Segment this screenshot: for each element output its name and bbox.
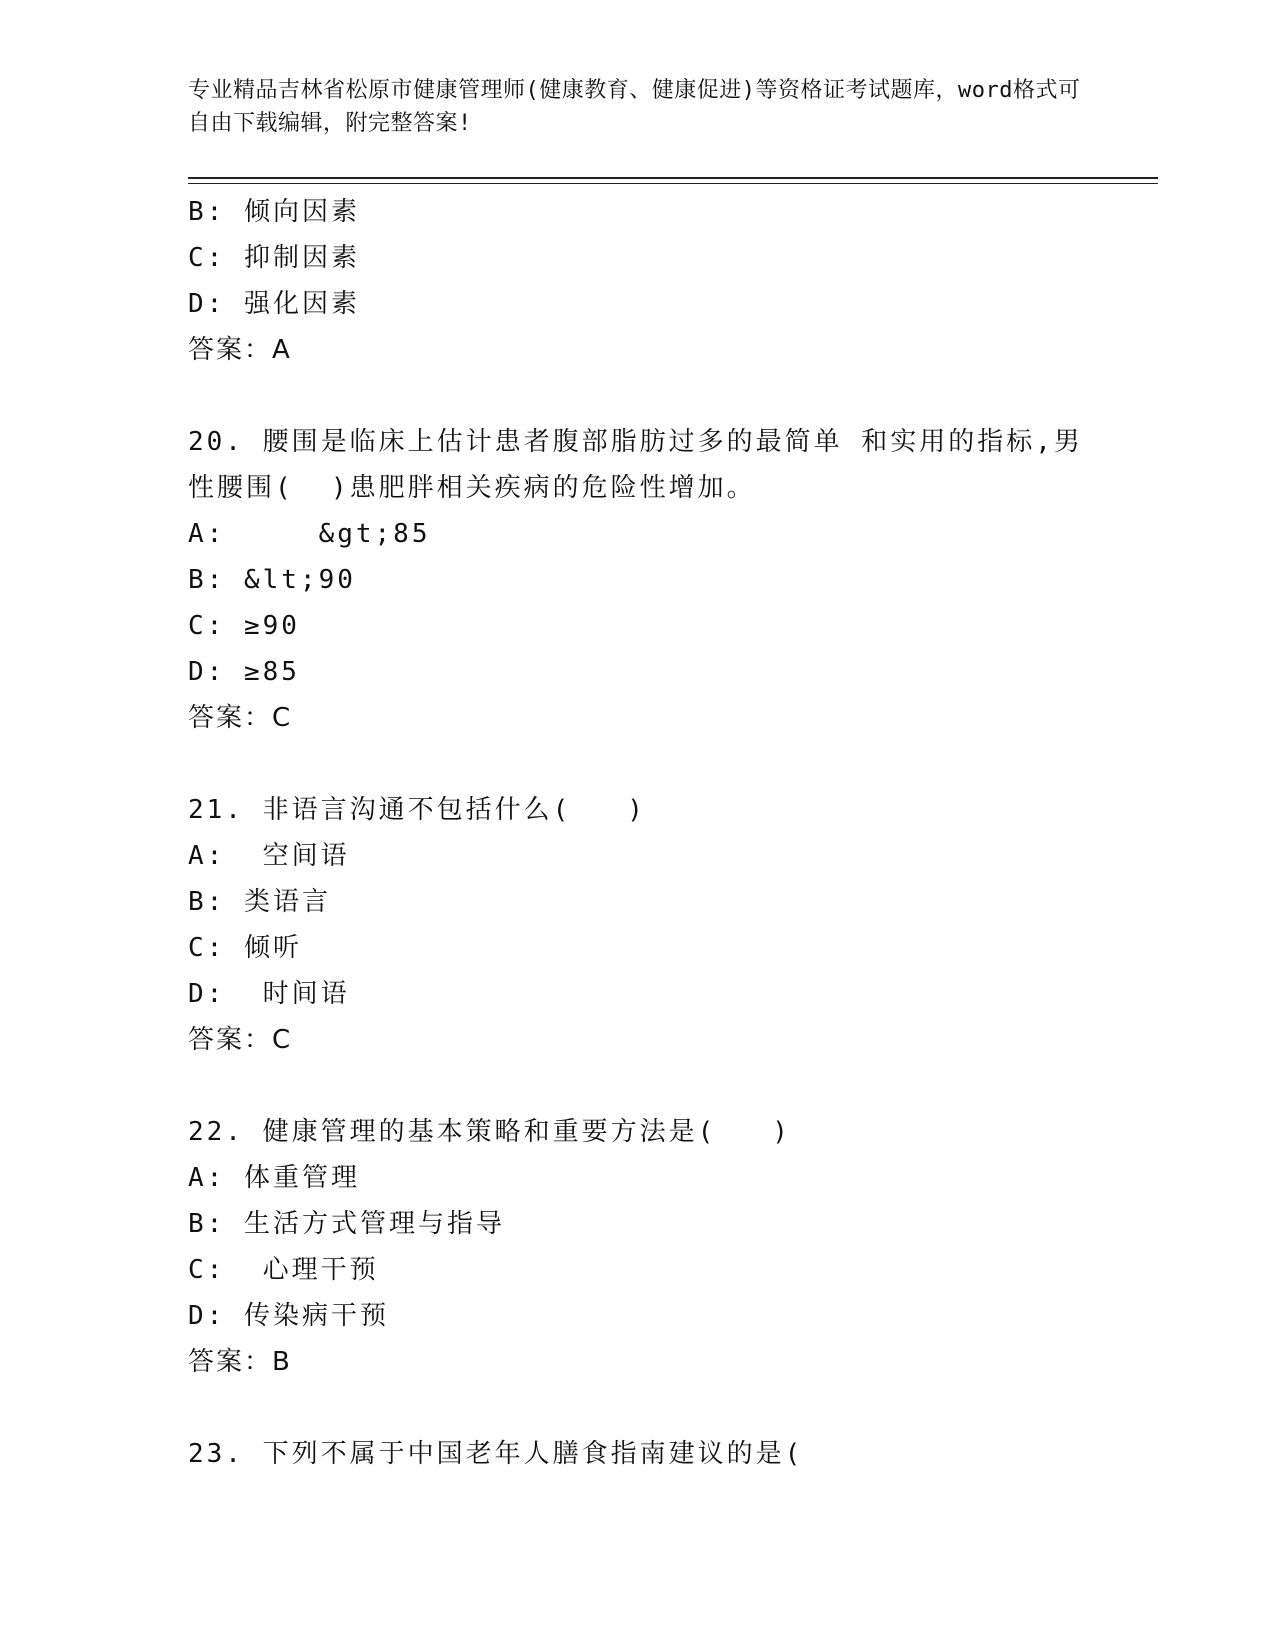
option-c: C: ≥90 bbox=[188, 611, 300, 641]
answer: 答案：A bbox=[188, 335, 292, 365]
option-c: C: 心理干预 bbox=[188, 1255, 379, 1285]
option-b: B: 倾向因素 bbox=[188, 197, 360, 227]
question-stem: 21. 非语言沟通不包括什么( ) bbox=[188, 795, 646, 825]
question-19-continued bbox=[188, 189, 1088, 373]
answer: 答案：C bbox=[188, 703, 293, 733]
option-d: D: 传染病干预 bbox=[188, 1301, 389, 1331]
question-stem-continued: 性腰围( )患肥胖相关疾病的危险性增加。 bbox=[188, 473, 756, 503]
question-21 bbox=[188, 787, 1088, 1063]
option-d: D: 时间语 bbox=[188, 979, 350, 1009]
option-c: C: 抑制因素 bbox=[188, 243, 360, 273]
option-d: D: ≥85 bbox=[188, 657, 300, 687]
question-stem: 20. 腰围是临床上估计患者腹部脂肪过多的最简单 和实用的指标,男 bbox=[188, 427, 1083, 457]
option-d: D: 强化因素 bbox=[188, 289, 360, 319]
question-23 bbox=[188, 1431, 1088, 1477]
option-b: B: 类语言 bbox=[188, 887, 331, 917]
question-stem: 23. 下列不属于中国老年人膳食指南建议的是( bbox=[188, 1439, 804, 1469]
answer: 答案：B bbox=[188, 1347, 292, 1377]
question-20 bbox=[188, 419, 1088, 741]
option-a: A: 体重管理 bbox=[188, 1163, 360, 1193]
option-a: A: &gt;85 bbox=[188, 519, 431, 549]
answer: 答案：C bbox=[188, 1025, 293, 1055]
option-a: A: 空间语 bbox=[188, 841, 350, 871]
option-c: C: 倾听 bbox=[188, 933, 302, 963]
page-header: 专业精品吉林省松原市健康管理师(健康教育、健康促进)等资格证考试题库，word格式可自由下载编辑，附完整答案! bbox=[188, 78, 1081, 136]
document-body bbox=[188, 189, 1088, 1477]
header-rule-thin bbox=[188, 183, 1158, 184]
option-b: B: &lt;90 bbox=[188, 565, 356, 595]
option-b: B: 生活方式管理与指导 bbox=[188, 1209, 505, 1239]
question-stem: 22. 健康管理的基本策略和重要方法是( ) bbox=[188, 1117, 791, 1147]
question-22 bbox=[188, 1109, 1088, 1385]
header-rule-thick bbox=[188, 177, 1158, 179]
